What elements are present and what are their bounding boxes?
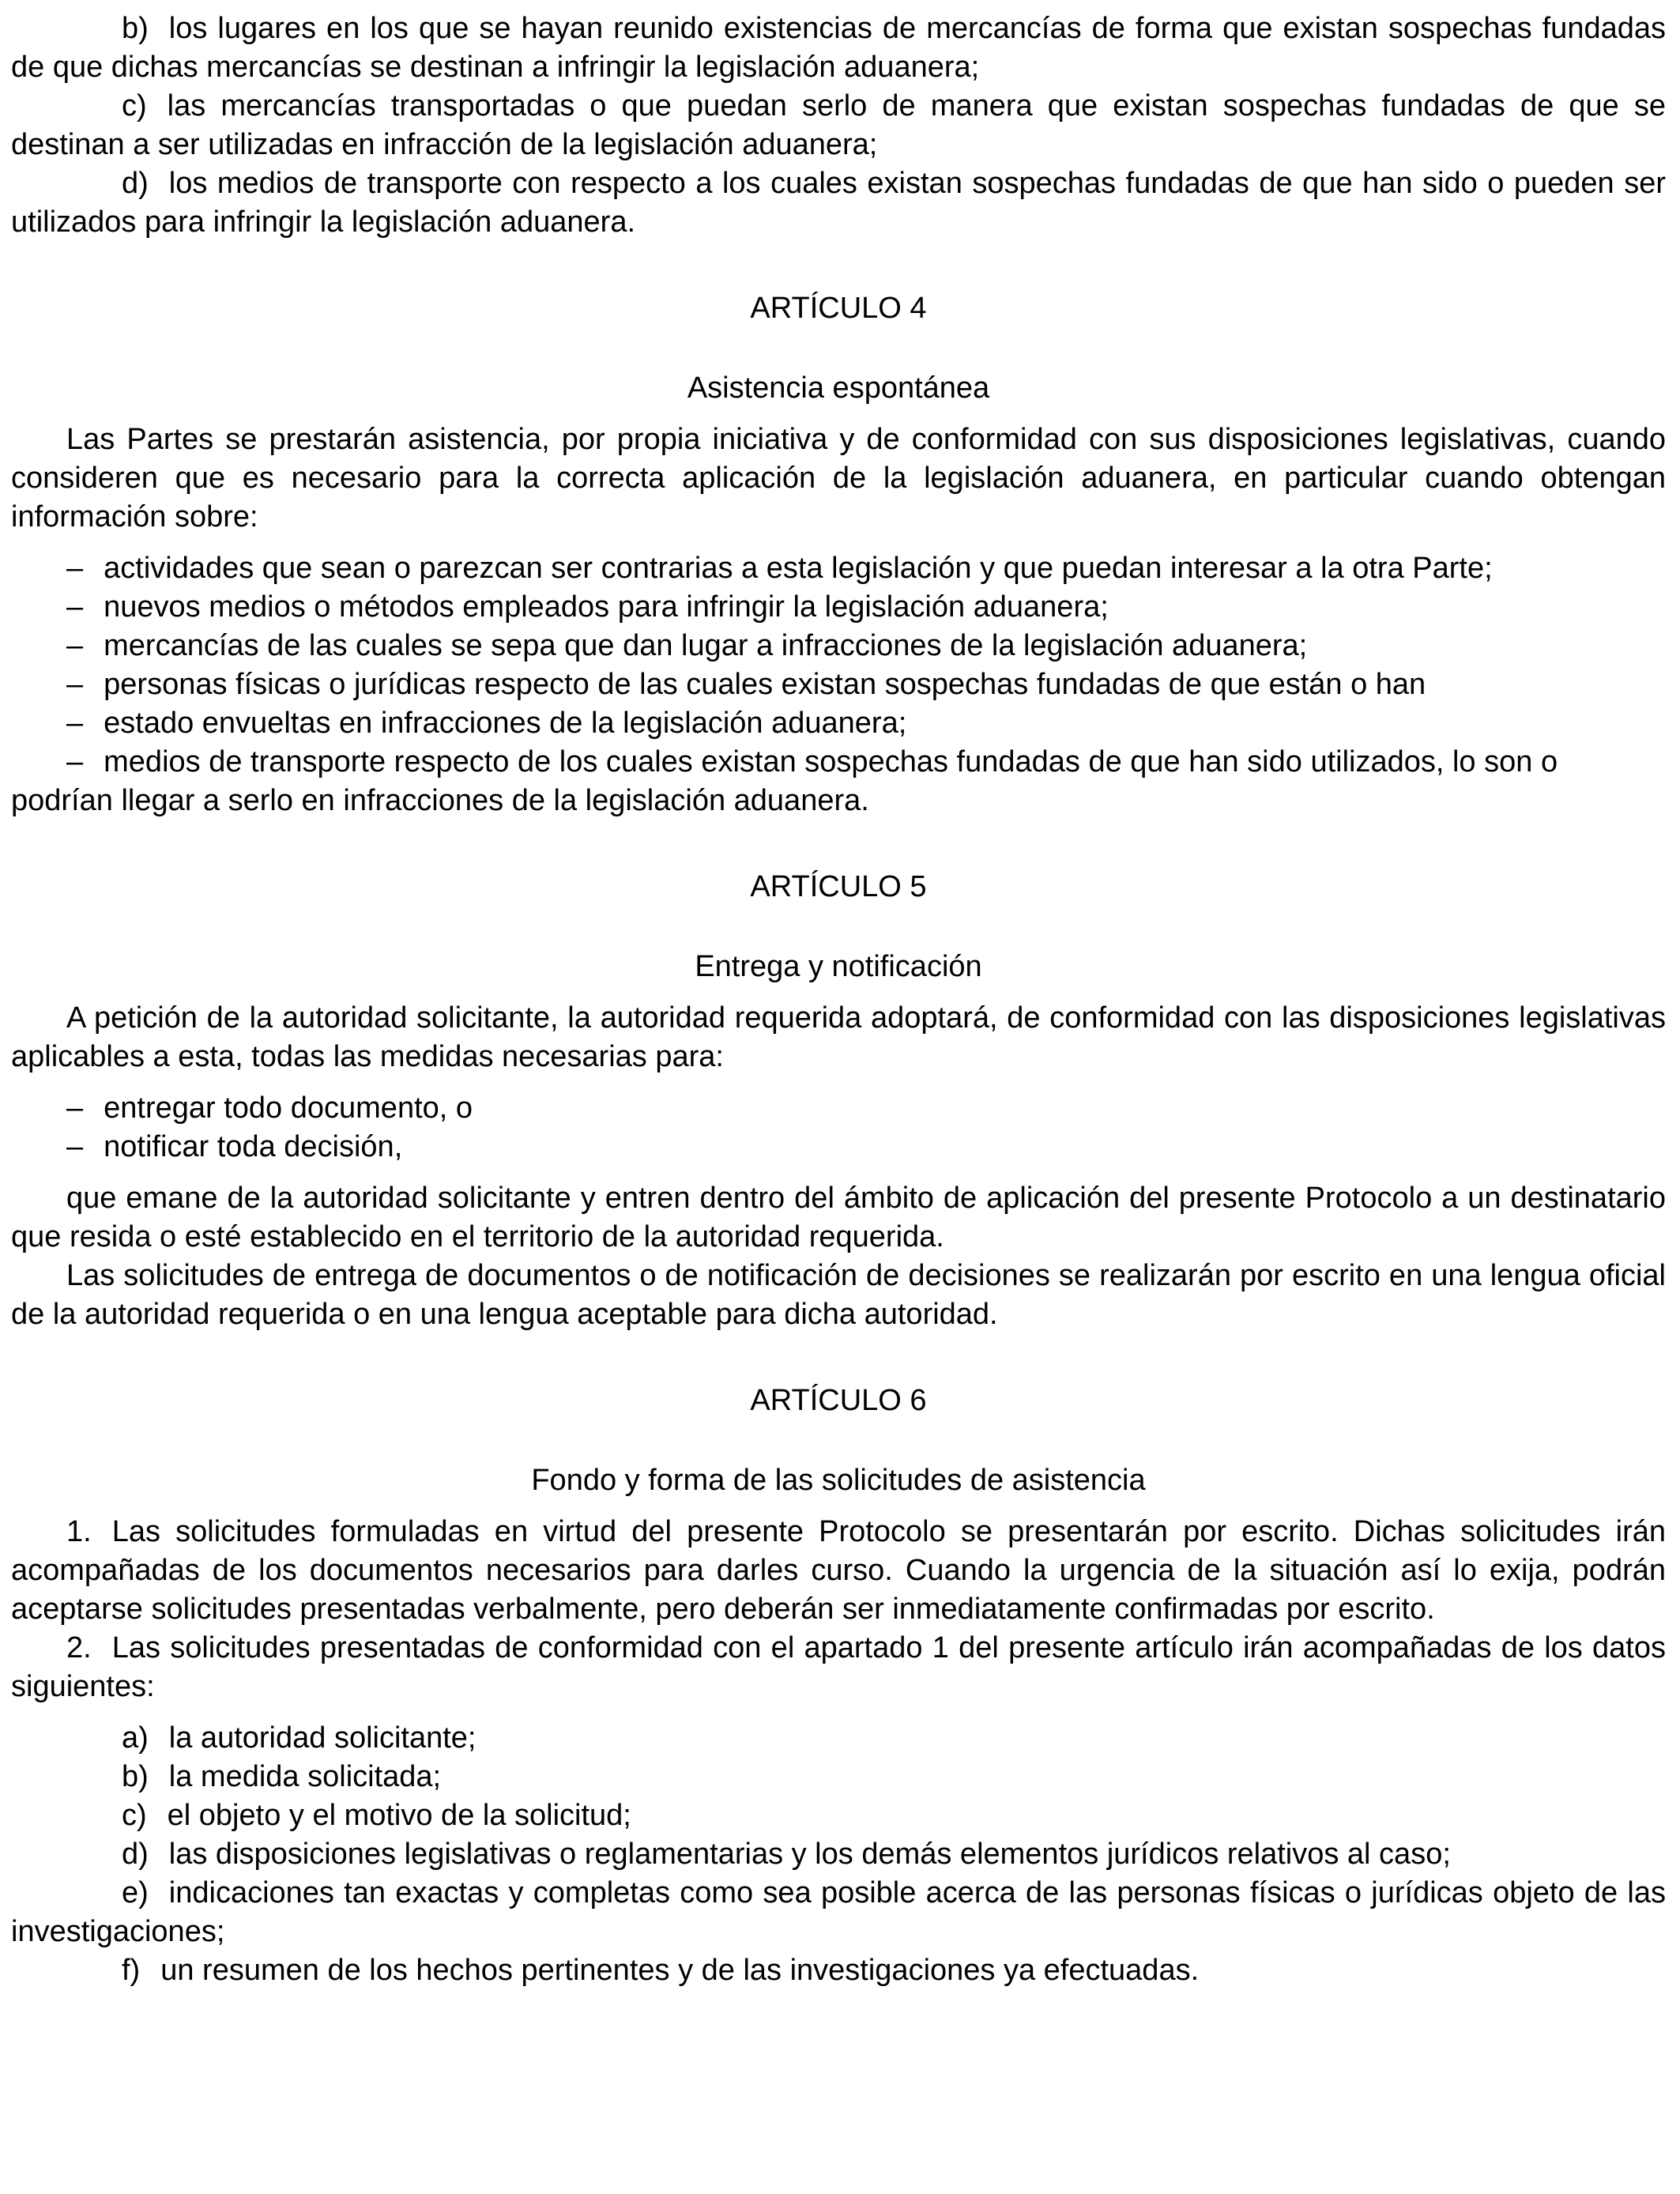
item-text: notificar toda decisión,: [104, 1130, 403, 1163]
item-text: mercancías de las cuales se sepa que dan lugar a infracciones de la legislación aduanera;: [104, 629, 1308, 662]
article6-item-a: [11, 1719, 1666, 1758]
article4-item-1: [11, 549, 1666, 588]
dash-marker: –: [66, 1130, 84, 1163]
paragraph-number: 1.: [66, 1515, 92, 1548]
article5-heading: ARTÍCULO 5: [750, 870, 927, 903]
paragraph-text: Las solicitudes formuladas en virtud del presente Protocolo se presentarán por escrito. Dichas solicitudes irán acompañadas de los documentos necesarios para darles curso. Cuando la urgencia de la situación así lo exija, podrán aceptarse solicitudes presentadas verbalmente, pero deberán ser inmediatamente confirmadas por escrito.: [11, 1515, 1666, 1626]
item-marker: b): [122, 12, 149, 45]
dash-marker: –: [66, 1091, 84, 1125]
article6-title: Fondo y forma de las solicitudes de asistencia: [531, 1464, 1146, 1497]
article6-item-d: [11, 1835, 1666, 1874]
dash-marker: –: [66, 552, 84, 585]
article6-item-e: [11, 1874, 1666, 1951]
article6-para1: [11, 1513, 1666, 1629]
item-text: actividades que sean o parezcan ser contrarias a esta legislación y que puedan interesar a la otra Parte;: [104, 552, 1493, 585]
item-text: los medios de transporte con respecto a los cuales existan sospechas fundadas de que han sido o pueden ser utilizados para infringir la legislación aduanera.: [11, 167, 1666, 239]
article4-item-2: [11, 588, 1666, 627]
article4-heading: ARTÍCULO 4: [750, 292, 927, 325]
item-marker: d): [122, 167, 149, 200]
item-text: los lugares en los que se hayan reunido existencias de mercancías de forma que existan sospechas fundadas de que dichas mercancías se destinan a infringir la legislación aduanera;: [11, 12, 1666, 84]
paragraph-text: Las solicitudes presentadas de conformidad con el apartado 1 del presente artículo irán acompañadas de los datos siguientes:: [11, 1631, 1666, 1703]
dash-marker: –: [66, 745, 84, 778]
item-text: indicaciones tan exactas y completas como sea posible acerca de las personas físicas o jurídicas objeto de las investigaciones;: [11, 1876, 1666, 1948]
article4-item-3: [11, 627, 1666, 665]
article3-item-c: [11, 87, 1666, 164]
article4-item-4: [11, 665, 1666, 704]
dash-marker: –: [66, 707, 84, 740]
article5-item-1: [11, 1089, 1666, 1128]
article6-item-list: [11, 1719, 1666, 1990]
article6-item-c: [11, 1796, 1666, 1835]
item-text: estado envueltas en infracciones de la legislación aduanera;: [104, 707, 907, 740]
item-text: medios de transporte respecto de los cuales existan sospechas fundadas de que han sido utilizados, lo son o podrían llegar a serlo en infracciones de la legislación aduanera.: [11, 745, 1558, 817]
item-text: el objeto y el motivo de la solicitud;: [167, 1799, 631, 1832]
item-marker: d): [122, 1838, 149, 1871]
dash-marker: –: [66, 590, 84, 624]
article6-para2: [11, 1629, 1666, 1706]
article4-item-5: [11, 704, 1666, 743]
article6-item-b: [11, 1758, 1666, 1796]
item-text: personas físicas o jurídicas respecto de las cuales existan sospechas fundadas de que están o han: [104, 668, 1426, 701]
dash-marker: –: [66, 668, 84, 701]
item-marker: b): [122, 1760, 149, 1793]
article5-para2: Las solicitudes de entrega de documentos o de notificación de decisiones se realizarán por escrito en una lengua oficial de la autoridad requerida o en una lengua aceptable para dicha autoridad.: [11, 1259, 1666, 1331]
item-marker: e): [122, 1876, 149, 1909]
item-text: las mercancías transportadas o que puedan serlo de manera que existan sospechas fundadas de que se destinan a ser utilizadas en infracción de la legislación aduanera;: [11, 89, 1666, 161]
item-marker: c): [122, 1799, 147, 1832]
dash-marker: –: [66, 629, 84, 662]
article3-item-list: [11, 9, 1666, 242]
article4-intro: Las Partes se prestarán asistencia, por propia iniciativa y de conformidad con sus disposiciones legislativas, cuando consideren que es necesario para la correcta aplicación de la legislación aduanera, en particular cuando obtengan información sobre:: [11, 423, 1666, 533]
article4-title: Asistencia espontánea: [687, 371, 990, 405]
article6-item-f: [11, 1951, 1666, 1990]
article4-item-6: [11, 743, 1666, 820]
item-text: entregar todo documento, o: [104, 1091, 473, 1125]
item-marker: c): [122, 89, 147, 123]
item-marker: a): [122, 1721, 149, 1755]
article5-dash-list: [11, 1089, 1666, 1167]
article6-heading: ARTÍCULO 6: [750, 1384, 927, 1417]
item-text: un resumen de los hechos pertinentes y de las investigaciones ya efectuadas.: [160, 1954, 1200, 1987]
item-text: la autoridad solicitante;: [168, 1721, 477, 1755]
item-text: las disposiciones legislativas o reglamentarias y los demás elementos jurídicos relativos al caso;: [168, 1838, 1451, 1871]
article5-title: Entrega y notificación: [695, 950, 982, 983]
article4-dash-list: [11, 549, 1666, 820]
item-text: nuevos medios o métodos empleados para infringir la legislación aduanera;: [104, 590, 1109, 624]
item-marker: f): [122, 1954, 141, 1987]
item-text: la medida solicitada;: [168, 1760, 442, 1793]
paragraph-number: 2.: [66, 1631, 92, 1664]
article5-para1: que emane de la autoridad solicitante y entren dentro del ámbito de aplicación del presente Protocolo a un destinatario que resida o esté establecido en el territorio de la autoridad requerida.: [11, 1182, 1666, 1253]
article3-item-b: [11, 9, 1666, 87]
article3-item-d: [11, 164, 1666, 242]
article5-intro: A petición de la autoridad solicitante, la autoridad requerida adoptará, de conformidad con las disposiciones legislativas aplicables a esta, todas las medidas necesarias para:: [11, 1001, 1666, 1073]
article5-item-2: [11, 1128, 1666, 1167]
document-page: [11, 9, 1666, 1990]
